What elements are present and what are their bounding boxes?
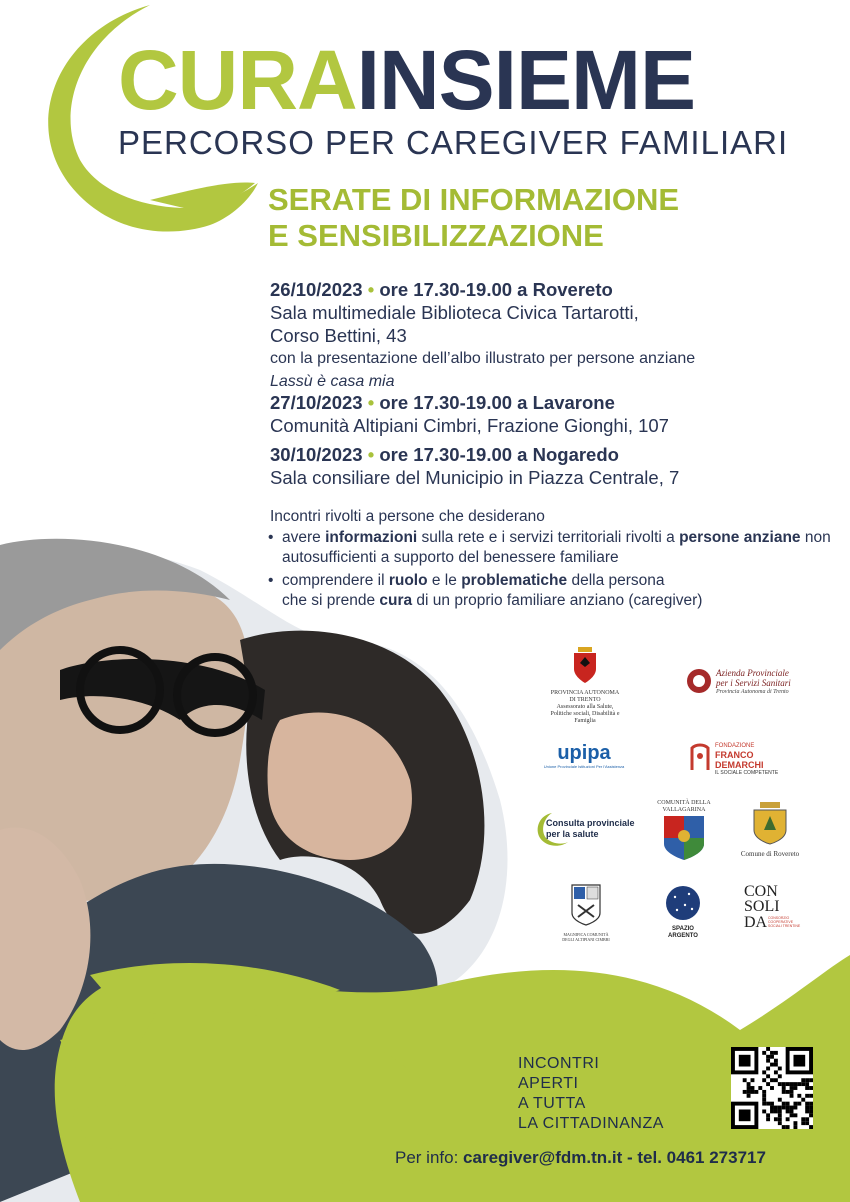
text: e le bbox=[427, 572, 462, 589]
bullet-dot: • bbox=[367, 444, 375, 465]
event-2-venue-1: Comunità Altipiani Cimbri, Frazione Gionghi, 107 bbox=[270, 415, 669, 436]
cimbri-text: MAGNIFICA COMUNITÀ DEGLI ALTIPIANI CIMBRI bbox=[562, 932, 610, 942]
serate-line-1: SERATE DI INFORMAZIONE bbox=[268, 182, 680, 217]
text: avere bbox=[282, 529, 326, 546]
incontri-line-2: APERTI bbox=[518, 1075, 579, 1092]
event-1-venue-2: Corso Bettini, 43 bbox=[270, 325, 407, 346]
apss-text-2: per i Servizi Sanitari bbox=[716, 678, 791, 688]
audience-intro: Incontri rivolti a persone che desiderano bbox=[270, 508, 545, 525]
incontri-line-4: LA CITTADINANZA bbox=[518, 1115, 664, 1132]
info-label: Per info: bbox=[395, 1148, 464, 1167]
pat-text-3: Assessorato alla Salute, bbox=[556, 704, 614, 710]
pat-logo bbox=[540, 645, 630, 725]
starry-circle-icon bbox=[665, 885, 701, 921]
trento-eagle-crest-icon bbox=[570, 645, 600, 685]
serate-line-2: E SENSIBILIZZAZIONE bbox=[268, 218, 604, 253]
audience-item-1 bbox=[268, 528, 850, 568]
text: sulla rete e i servizi territoriali rivolti a bbox=[417, 529, 680, 546]
audience-item-2 bbox=[268, 571, 850, 611]
text: che si prende bbox=[282, 592, 380, 609]
rovereto-text: Comune di Rovereto bbox=[740, 850, 800, 858]
open-to-all-notice bbox=[518, 1054, 664, 1134]
apss-text-3: Provincia Autonoma di Trento bbox=[716, 689, 789, 695]
consolida-text-1: CON bbox=[744, 883, 778, 900]
contact-email-link[interactable]: caregiver@fdm.tn.it bbox=[463, 1148, 623, 1167]
title-insieme: INSIEME bbox=[356, 33, 696, 127]
qr-code-graphic bbox=[731, 1047, 813, 1129]
event-2 bbox=[270, 391, 669, 437]
spazio-text-1: SPAZIO bbox=[672, 926, 694, 932]
apss-logo bbox=[686, 668, 806, 696]
event-1-time: ore 17.30-19.00 a Rovereto bbox=[379, 279, 613, 300]
vallagarina-logo bbox=[655, 800, 713, 867]
apss-text-1: Azienda Provinciale bbox=[716, 668, 789, 678]
text-bold: ruolo bbox=[388, 572, 428, 589]
upipa-logo bbox=[538, 742, 630, 770]
text: non autosufficienti a supporto del benessere familiare bbox=[282, 529, 831, 566]
pat-text-1: PROVINCIA AUTONOMA bbox=[550, 690, 620, 696]
fdm-mark-icon bbox=[690, 742, 712, 772]
rovereto-crest-icon bbox=[750, 800, 790, 846]
bullet-dot: • bbox=[367, 392, 375, 413]
campaign-subtitle: PERCORSO PER CAREGIVER FAMILIARI bbox=[118, 124, 789, 161]
fdm-text-3: IL SOCIALE COMPETENTE bbox=[715, 770, 779, 776]
pat-text-4: Politiche sociali, Disabilità e Famiglia bbox=[550, 711, 620, 724]
event-1-venue-1: Sala multimediale Biblioteca Civica Tartarotti, bbox=[270, 302, 639, 323]
fdm-text-2: FRANCO DEMARCHI bbox=[715, 750, 764, 770]
text-bold: cura bbox=[379, 592, 413, 609]
apss-circle-icon bbox=[686, 668, 712, 694]
audience-list bbox=[268, 528, 850, 614]
bullet-dot: • bbox=[367, 279, 375, 300]
text: di un proprio familiare anziano (caregiver) bbox=[412, 592, 703, 609]
consolida-text-3: DA bbox=[744, 914, 768, 931]
event-1-date: 26/10/2023 bbox=[270, 279, 363, 300]
contact-phone: - tel. 0461 273717 bbox=[622, 1148, 766, 1167]
rovereto-logo bbox=[735, 800, 805, 858]
cimbri-logo bbox=[560, 883, 612, 942]
vallagarina-text-1: COMUNITÀ DELLA bbox=[657, 800, 711, 806]
event-3-date: 30/10/2023 bbox=[270, 444, 363, 465]
spazio-text-2: ARGENTO bbox=[668, 933, 698, 939]
consolida-text-2: SOLI bbox=[744, 898, 780, 915]
qr-code[interactable] bbox=[731, 1047, 813, 1129]
event-1-book-title: Lassù è casa mia bbox=[270, 373, 395, 390]
event-2-date: 27/10/2023 bbox=[270, 392, 363, 413]
text: comprendere il bbox=[282, 572, 389, 589]
pat-text-2: DI TRENTO bbox=[569, 697, 601, 703]
text: della persona bbox=[567, 572, 665, 589]
cimbri-crest-icon bbox=[570, 883, 602, 927]
event-1-note: con la presentazione dell’albo illustrato per persone anziane bbox=[270, 350, 696, 367]
text-bold: informazioni bbox=[325, 529, 418, 546]
serate-heading bbox=[268, 182, 679, 254]
text-bold: problematiche bbox=[461, 572, 568, 589]
upipa-name: upipa bbox=[557, 742, 611, 764]
contact-info bbox=[395, 1148, 766, 1168]
vallagarina-crest-icon bbox=[662, 814, 706, 862]
fdm-logo bbox=[690, 742, 802, 777]
incontri-line-1: INCONTRI bbox=[518, 1055, 600, 1072]
consolida-logo bbox=[744, 884, 808, 932]
event-2-time: ore 17.30-19.00 a Lavarone bbox=[379, 392, 615, 413]
event-3 bbox=[270, 443, 679, 489]
spazio-argento-logo bbox=[660, 885, 706, 940]
event-3-time: ore 17.30-19.00 a Nogaredo bbox=[379, 444, 619, 465]
fdm-text-1: FONDAZIONE bbox=[715, 743, 755, 749]
upipa-sub: Unione Provinciale Istituzioni Per l'Assistenza bbox=[543, 764, 625, 769]
consulta-text-2: per la salute bbox=[546, 829, 599, 839]
text-bold: persone anziane bbox=[679, 529, 801, 546]
campaign-title bbox=[118, 33, 696, 127]
consulta-text-1: Consulta provinciale bbox=[546, 818, 635, 828]
event-1 bbox=[270, 278, 695, 393]
event-3-venue-1: Sala consiliare del Municipio in Piazza Centrale, 7 bbox=[270, 467, 680, 488]
consolida-sub: CONSORZIO COOPERATIVE SOCIALI TRENTINE bbox=[768, 916, 801, 928]
title-cura: CURA bbox=[118, 33, 357, 127]
vallagarina-text-2: VALLAGARINA bbox=[662, 807, 706, 813]
incontri-line-3: A TUTTA bbox=[518, 1095, 586, 1112]
consulta-logo bbox=[532, 810, 642, 839]
